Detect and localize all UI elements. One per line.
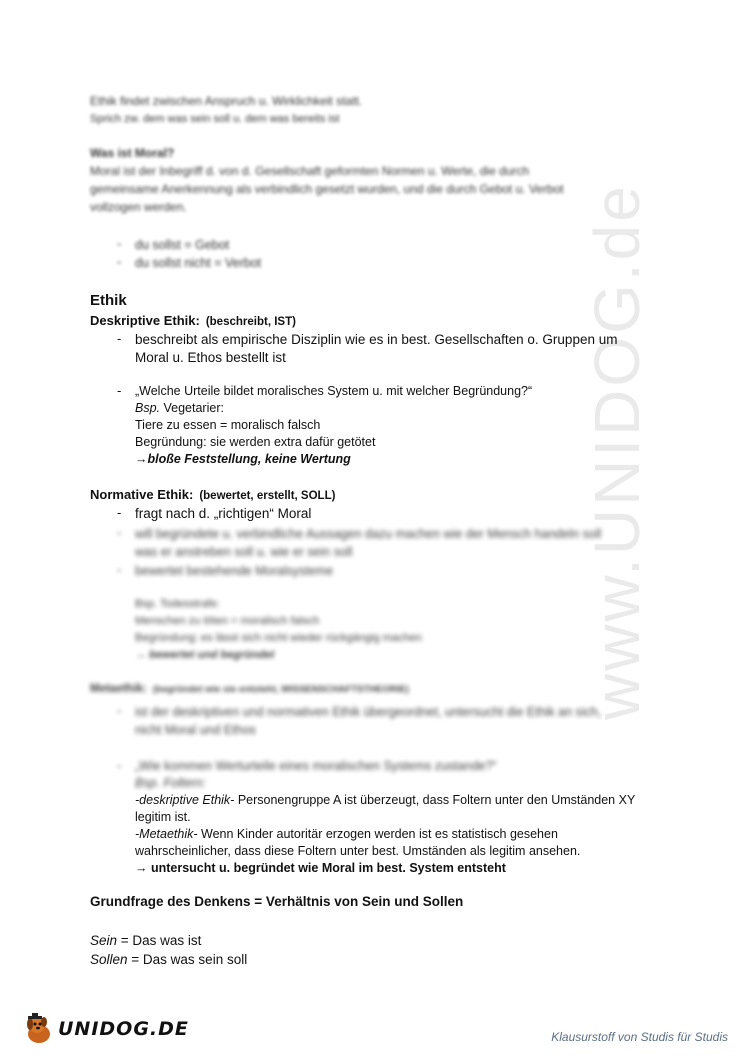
normativ-bullet: bewertet bestehende Moralsysteme <box>135 564 334 578</box>
normative-ethik-heading <box>90 487 335 502</box>
heading-subtitle: (beschreibt, IST) <box>205 316 296 328</box>
deskriptiv-bullet <box>135 331 675 367</box>
example-line: legitim ist. <box>135 810 191 824</box>
bullet-line: will begründete u. verbindliche Aussagen dazu machen wie der Mensch handeln soll <box>135 527 602 541</box>
heading-subtitle: (begründet wie sie entsteht, WISSENSCHAFTSTHEORIE) <box>152 684 409 695</box>
moral-paragraph-line: vollzogen werden. <box>90 200 187 214</box>
dog-mascot-icon <box>22 1012 56 1046</box>
bullet-dash: - <box>117 383 122 398</box>
term: Sollen <box>90 952 128 967</box>
bullet-dash: - <box>117 525 122 540</box>
intro-text <box>90 92 670 128</box>
bsp-label: Bsp. <box>135 401 161 415</box>
definitions <box>90 931 247 969</box>
example-line <box>135 792 695 809</box>
example-label: -deskriptive Ethik- <box>135 793 235 807</box>
meta-example <box>135 792 695 877</box>
conclusion-text: bloße Feststellung, keine Wertung <box>147 452 351 466</box>
intro-line: Sprich zw. dem was sein soll u. dem was bereits ist <box>90 113 340 125</box>
example-line <box>135 826 695 843</box>
example-text: Personengruppe A ist überzeugt, dass Foltern unter den Umständen XY <box>234 793 636 807</box>
heading-subtitle: (bewertet, erstellt, SOLL) <box>199 490 336 502</box>
normativ-bullet <box>135 525 675 561</box>
example-line: Tiere zu essen = moralisch falsch <box>135 418 321 432</box>
moral-heading: Was ist Moral? <box>90 146 175 160</box>
meta-question <box>135 758 695 792</box>
intro-line: Ethik findet zwischen Anspruch u. Wirklichkeit statt. <box>90 94 363 108</box>
moral-bullet: du sollst nicht = Verbot <box>135 256 262 270</box>
meta-bullet <box>135 703 675 739</box>
bullet-line: ist der deskriptiven und normativen Ethik übergeordnet, untersucht die Ethik an sich, <box>135 705 602 719</box>
watermark: www.UNIDOG.de <box>581 183 653 720</box>
bullet-dash: - <box>117 758 122 773</box>
bullet-dash: - <box>117 236 122 251</box>
heading-title: Deskriptive Ethik: <box>90 313 200 328</box>
bullet-dash: - <box>117 562 122 577</box>
definition-line <box>90 931 247 950</box>
bullet-line: nicht Moral und Ethos <box>135 723 256 737</box>
logo-text: UNIDOG.DE <box>58 1018 189 1040</box>
example-line: Bsp. Foltern: <box>135 776 206 790</box>
example-line: wahrscheinlicher, dass diese Foltern unter best. Umständen als legitim ansehen. <box>135 844 581 858</box>
bullet-dash: - <box>117 254 122 269</box>
deskriptiv-example <box>135 383 695 468</box>
heading-title: Normative Ethik: <box>90 487 194 502</box>
question-line: „Wie kommen Werturteile eines moralischen Systems zustande?“ <box>135 759 497 773</box>
bsp-text: Vegetarier: <box>163 401 224 415</box>
bullet-dash: - <box>117 331 122 346</box>
definition: = Das was sein soll <box>127 952 248 967</box>
conclusion-line <box>135 451 695 468</box>
conclusion-text: untersucht u. begründet wie Moral im best. System entsteht <box>147 861 506 875</box>
grundfrage-heading: Grundfrage des Denkens = Verhältnis von Sein und Sollen <box>90 894 464 909</box>
bullet-line: Moral u. Ethos bestellt ist <box>135 350 286 365</box>
metaethik-heading <box>90 683 409 695</box>
term: Sein <box>90 933 118 948</box>
moral-section <box>90 144 670 216</box>
bullet-dash: - <box>117 703 122 718</box>
arrow-icon: → <box>135 452 148 466</box>
example-line: Menschen zu töten = moralisch falsch <box>135 615 320 627</box>
conclusion-line <box>135 860 695 877</box>
conclusion-line: → bewertet und begründet <box>135 649 275 661</box>
arrow-icon: → <box>135 861 148 875</box>
bullet-line: was er anstreben soll u. wie er sein soll <box>135 545 353 559</box>
footer-tagline: Klausurstoff von Studis für Studis <box>551 1030 728 1044</box>
example-line <box>135 400 695 417</box>
example-label: -Metaethik- <box>135 827 198 841</box>
example-text: Wenn Kinder autoritär erzogen werden ist es statistisch gesehen <box>197 827 558 841</box>
section-heading-ethik: Ethik <box>90 292 127 309</box>
normativ-bullet: fragt nach d. „richtigen“ Moral <box>135 506 312 521</box>
example-line: Begründung: sie werden extra dafür getötet <box>135 435 376 449</box>
deskriptive-ethik-heading <box>90 313 296 328</box>
example-line: Bsp. Todesstrafe: <box>135 598 220 610</box>
bullet-line: beschreibt als empirische Disziplin wie es in best. Gesellschaften o. Gruppen um <box>135 332 618 347</box>
definition-line <box>90 950 247 969</box>
question-line: „Welche Urteile bildet moralisches System u. mit welcher Begründung?“ <box>135 384 533 398</box>
definition: = Das was ist <box>117 933 202 948</box>
moral-paragraph-line: Moral ist der Inbegriff d. von d. Gesellschaft geformten Normen u. Werte, die durch <box>90 164 530 178</box>
heading-title: Metaethik: <box>90 683 147 695</box>
example-line: Begründung: es lässt sich nicht wieder rückgängig machen <box>135 632 422 644</box>
bullet-dash: - <box>117 505 122 520</box>
footer-logo[interactable] <box>22 1012 189 1046</box>
moral-paragraph-line: gemeinsame Anerkennung als verbindlich gesetzt wurden, und die durch Gebot u. Verbot <box>90 182 564 196</box>
normativ-example <box>135 596 695 664</box>
moral-bullet: du sollst = Gebot <box>135 238 230 252</box>
